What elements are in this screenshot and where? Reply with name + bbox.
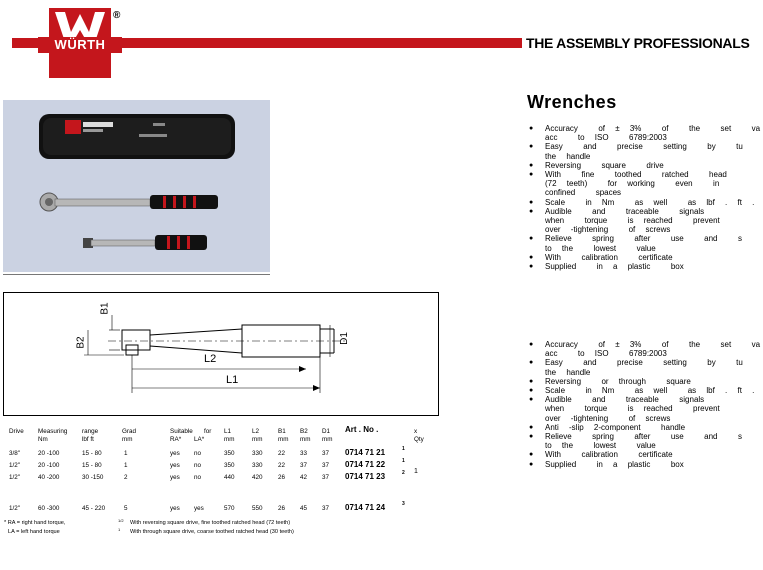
cell-b2: 45 <box>300 505 308 512</box>
th-la: LA* <box>194 436 205 443</box>
cell-art-superscript: 2 <box>402 470 405 476</box>
feature-item: acc to ISO 6789:2003 <box>545 349 667 359</box>
footnote-la: LA = left hand torque <box>8 529 60 535</box>
cell-lbf: 45 - 220 <box>82 505 106 512</box>
cell-art-superscript: 1 <box>402 446 405 452</box>
dimension-diagram <box>3 292 439 416</box>
product-photo <box>3 100 270 272</box>
cell-b2: 33 <box>300 450 308 457</box>
feature-item: ● Scale in Nm as well as lbf . ft . <box>529 386 763 395</box>
cell-d1: 37 <box>322 505 330 512</box>
cell-l1: 350 <box>224 462 235 469</box>
feature-item: the handle <box>545 367 591 377</box>
cell-d1: 37 <box>322 462 330 469</box>
cell-lbf: 15 - 80 <box>82 462 102 469</box>
cell-b1: 22 <box>278 450 286 457</box>
th-suitable: Suitable <box>170 428 193 435</box>
feature-item: acc to ISO 6789:2003 <box>545 133 667 143</box>
cell-l2: 330 <box>252 462 263 469</box>
cell-b1: 26 <box>278 505 286 512</box>
feature-item: ● Reversing square drive <box>529 161 763 170</box>
cell-art-no: 0714 71 22 <box>345 460 386 469</box>
feature-item: ● Reversing or through square <box>529 377 763 386</box>
cell-lbf: 30 -150 <box>82 474 104 481</box>
cell-drive: 1/2" <box>9 505 20 512</box>
cell-lbf: 15 - 80 <box>82 450 102 457</box>
cell-grad: 1 <box>124 462 128 469</box>
cell-nm: 20 -100 <box>38 462 60 469</box>
feature-item: ● Easy and precise setting by tu <box>529 142 763 151</box>
qty-value: 1 <box>414 468 418 475</box>
label-d1: D1 <box>338 332 350 345</box>
cell-art-superscript: 1 <box>402 458 405 464</box>
footnote-ra: * RA = right hand torque, <box>4 520 66 526</box>
feature-item: ● Audible and traceable signals <box>529 395 763 404</box>
cell-b2: 42 <box>300 474 308 481</box>
feature-item: over -tightening of screws <box>545 413 671 423</box>
section-heading: Wrenches <box>527 92 617 112</box>
feature-item: ● Accuracy of ± 3% of the set va <box>529 124 763 133</box>
feature-item: the handle <box>545 151 591 161</box>
feature-item: ● Anti -slip 2-component handle <box>529 423 763 432</box>
registered-mark: ® <box>113 10 121 21</box>
feature-item: ● With calibration certificate <box>529 450 763 459</box>
label-l2: L2 <box>204 353 217 365</box>
label-b1: B1 <box>99 302 111 315</box>
cell-ra: yes <box>170 462 180 469</box>
cell-nm: 40 -200 <box>38 474 60 481</box>
cell-b1: 22 <box>278 462 286 469</box>
tagline: THE ASSEMBLY PROFESSIONALS <box>526 35 750 51</box>
label-l1: L1 <box>226 374 239 386</box>
th-mm-b2: mm <box>300 436 311 443</box>
th-b2: B2 <box>300 428 308 435</box>
wrench-drawing <box>4 293 438 415</box>
cell-b2: 37 <box>300 462 308 469</box>
footnote-1: With reversing square drive, fine toothed ratched head (72 teeth) <box>130 520 291 526</box>
feature-item: to the lowest value <box>545 441 656 451</box>
cell-l2: 330 <box>252 450 263 457</box>
cell-la: no <box>194 474 202 481</box>
th-l1: L1 <box>224 428 232 435</box>
label-b2: B2 <box>75 336 87 349</box>
cell-grad: 5 <box>124 505 128 512</box>
th-mm-d1: mm <box>322 436 333 443</box>
th-for: for <box>204 428 212 435</box>
feature-item: ● Scale in Nm as well as lbf . ft . <box>529 198 763 207</box>
feature-item: ● Easy and precise setting by tu <box>529 358 763 367</box>
cell-l1: 570 <box>224 505 235 512</box>
th-measuring: Measuring <box>38 428 68 435</box>
cell-grad: 2 <box>124 474 128 481</box>
feature-item: ● Relieve spring after use and s <box>529 234 763 243</box>
cell-drive: 1/2" <box>9 474 20 481</box>
th-b1: B1 <box>278 428 286 435</box>
th-grad: Grad <box>122 428 136 435</box>
cell-l2: 550 <box>252 505 263 512</box>
feature-item: ● Relieve spring after use and s <box>529 432 763 441</box>
photo-underline <box>3 274 270 275</box>
th-lbf: lbf ft <box>82 436 94 443</box>
feature-item: ● Audible and traceable signals <box>529 207 763 216</box>
th-x: x <box>414 428 418 435</box>
feature-list-2 <box>529 340 763 469</box>
cell-b1: 26 <box>278 474 286 481</box>
th-d1: D1 <box>322 428 331 435</box>
cell-l2: 420 <box>252 474 263 481</box>
cell-la: no <box>194 462 202 469</box>
feature-item: confined spaces <box>545 188 622 198</box>
feature-item: ● With calibration certificate <box>529 253 763 262</box>
cell-ra: yes <box>170 474 180 481</box>
feature-item: ● Supplied in a plastic box <box>529 460 763 469</box>
feature-item: when torque is reached prevent <box>545 404 720 414</box>
feature-item: ● Accuracy of ± 3% of the set va <box>529 340 763 349</box>
cell-drive: 3/8" <box>9 450 20 457</box>
feature-item: ● With fine toothed ratched head <box>529 170 763 179</box>
th-range: range <box>82 428 99 435</box>
wrench-set-image <box>3 100 270 272</box>
feature-list-1 <box>529 124 763 271</box>
feature-item: ● Supplied in a plastic box <box>529 262 763 271</box>
cell-drive: 1/2" <box>9 462 20 469</box>
cell-l1: 350 <box>224 450 235 457</box>
th-mm-l1: mm <box>224 436 235 443</box>
cell-ra: yes <box>170 505 180 512</box>
feature-item: to the lowest value <box>545 243 656 253</box>
cell-nm: 60 -300 <box>38 505 60 512</box>
footnote-marker-1: 1/2 <box>118 518 124 523</box>
th-artno: Art . No . <box>345 425 379 434</box>
th-ra: RA* <box>170 436 182 443</box>
th-l2: L2 <box>252 428 260 435</box>
feature-item: (72 teeth) for working even in <box>545 179 720 189</box>
cell-art-no: 0714 71 24 <box>345 503 386 512</box>
cell-ra: yes <box>170 450 180 457</box>
cell-la: yes <box>194 505 204 512</box>
feature-item: over -tightening of screws <box>545 225 671 235</box>
cell-nm: 20 -100 <box>38 450 60 457</box>
th-mm-b1: mm <box>278 436 289 443</box>
th-drive: Drive <box>9 428 24 435</box>
th-mm-l2: mm <box>252 436 263 443</box>
cell-d1: 37 <box>322 474 330 481</box>
cell-art-no: 0714 71 23 <box>345 472 386 481</box>
logo-wordmark: WÜRTH <box>38 37 122 53</box>
th-nm: Nm <box>38 436 48 443</box>
cell-art-superscript: 3 <box>402 501 405 507</box>
cell-la: no <box>194 450 202 457</box>
th-qty: Qty <box>414 436 424 443</box>
footnote-marker-2: 1 <box>118 527 121 532</box>
feature-item: when torque is reached prevent <box>545 216 720 226</box>
cell-art-no: 0714 71 21 <box>345 448 386 457</box>
footnote-2: With through square drive, coarse toothed ratched head (30 teeth) <box>130 529 294 535</box>
cell-d1: 37 <box>322 450 330 457</box>
cell-grad: 1 <box>124 450 128 457</box>
cell-l1: 440 <box>224 474 235 481</box>
th-mm-grad: mm <box>122 436 133 443</box>
